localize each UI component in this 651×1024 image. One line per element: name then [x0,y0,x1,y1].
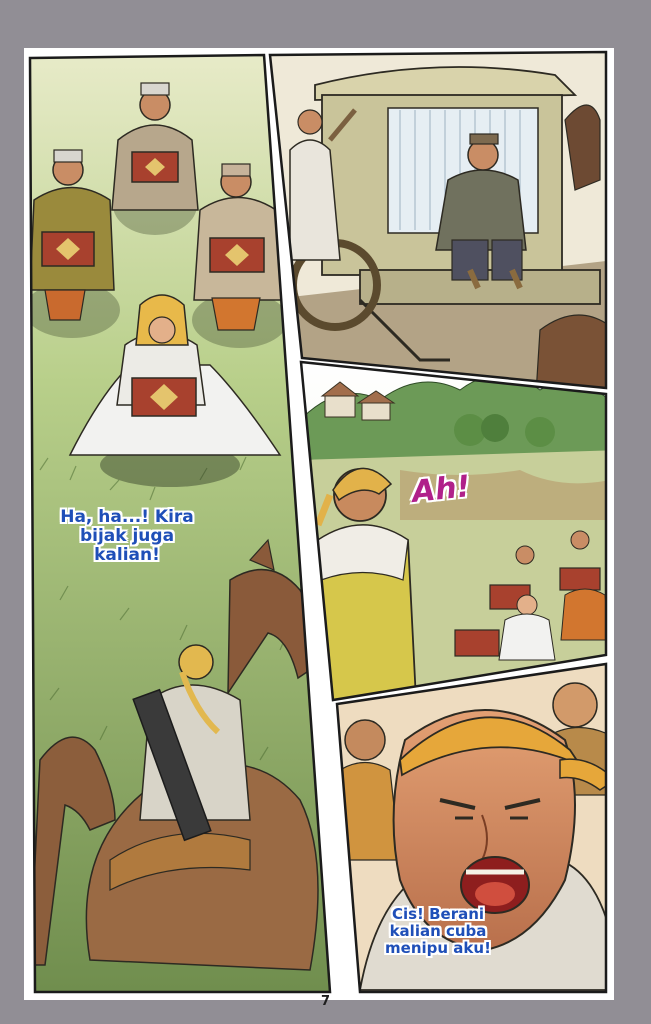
speech-text-panel1: Ha, ha...! Kira bijak juga kalian! [60,507,194,566]
panel-3 [295,355,620,710]
speech-text-panel4: Cis! Berani kalian cuba menipu aku! [385,905,491,957]
page-number: 7 [320,994,331,1009]
sfx-ah: Ah! [410,469,472,510]
panel-2 [265,50,615,410]
